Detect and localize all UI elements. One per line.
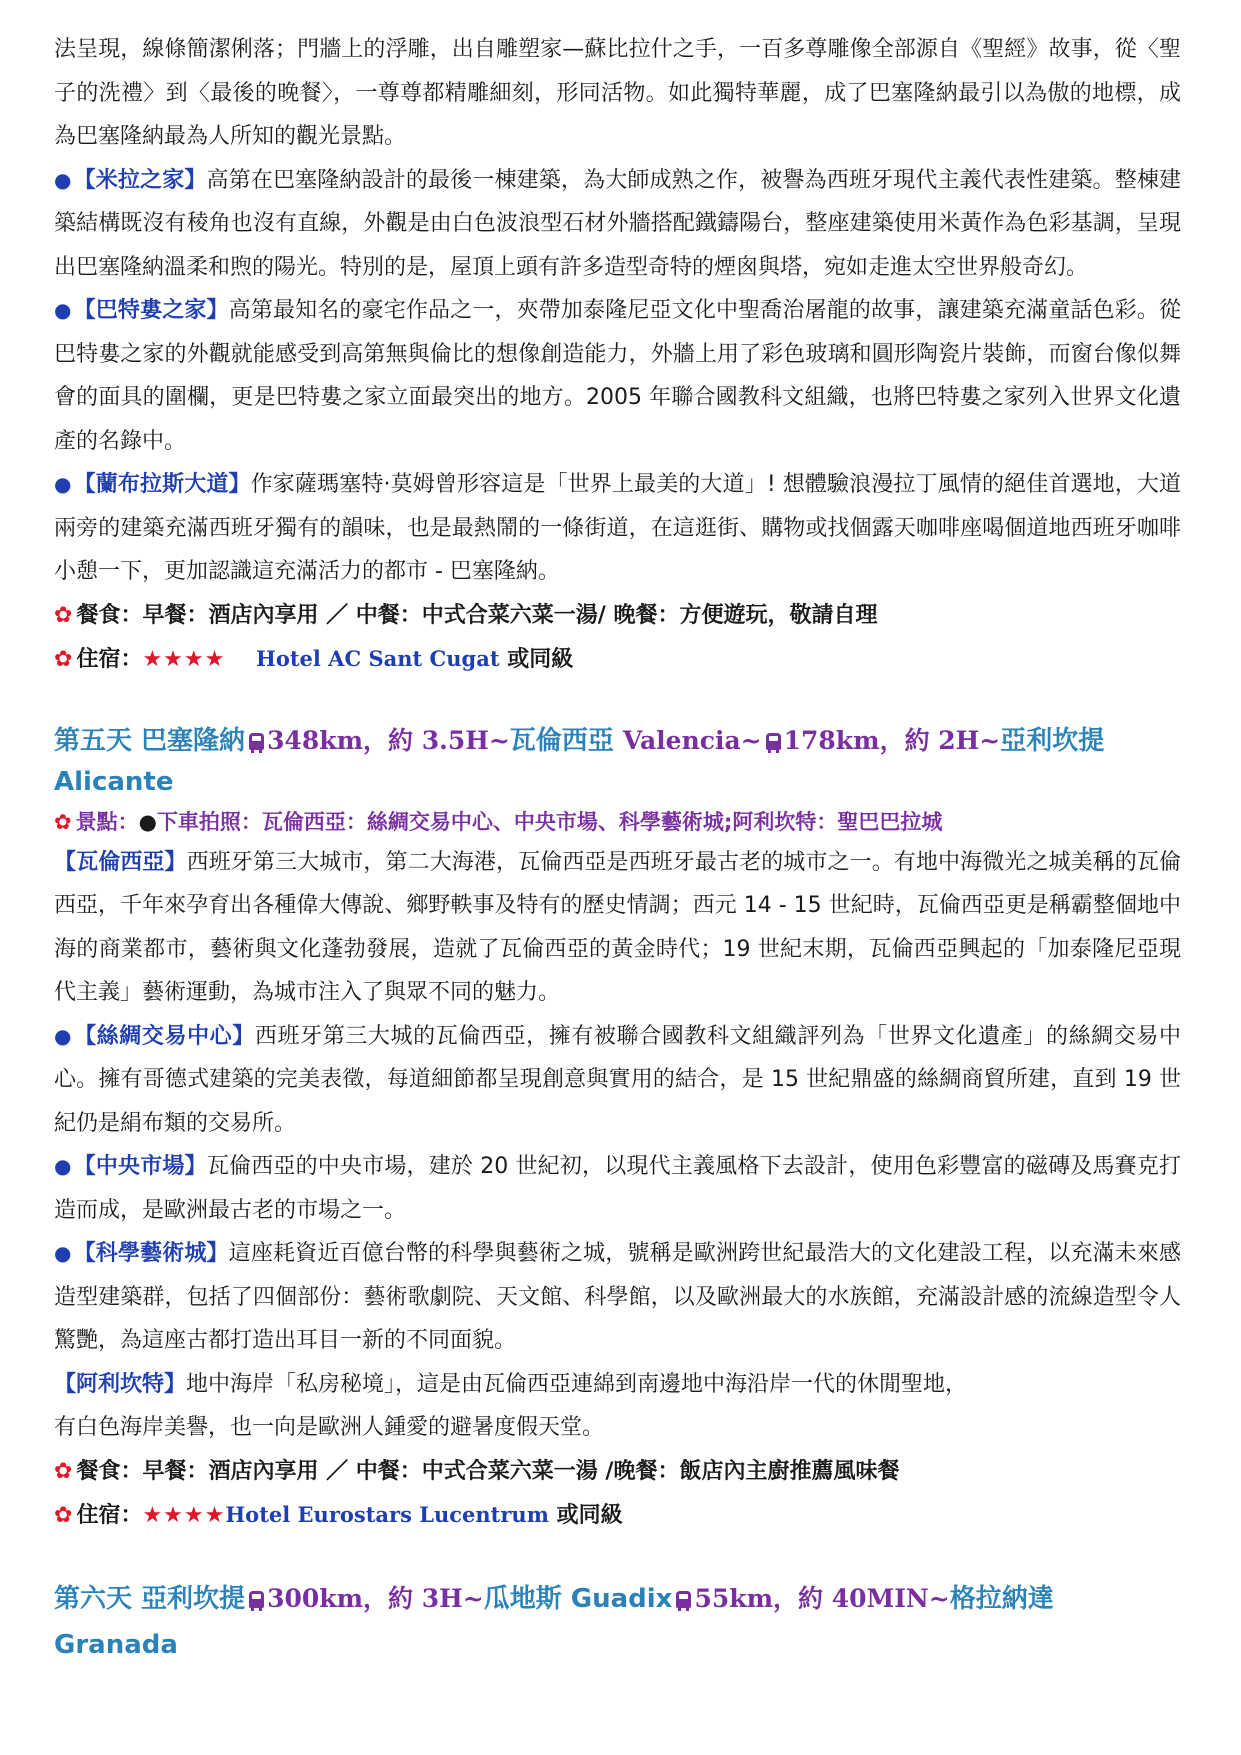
attraction-ramblas	[54, 463, 1181, 594]
attraction-arts-sciences	[54, 1232, 1181, 1363]
day5-title: 第五天 巴塞隆納	[54, 725, 246, 756]
attraction-text: 作家薩瑪塞特·莫姆曾形容這是「世界上最美的大道」! 想體驗浪漫拉丁風情的絕佳首選地，大道兩旁的建築充滿西班牙獨有的韻味，也是最熱鬧的一條街道，在這逛街、購物或找個露天咖啡座喝個道地西班牙咖啡小憩一下，更加認識這充滿活力的都市 - 巴塞隆納。	[54, 472, 1181, 584]
section-gap	[54, 682, 1181, 720]
day6-title: 第六天 亞利坎提	[54, 1583, 246, 1614]
attraction-text: 瓦倫西亞的中央市場，建於 20 世紀初，以現代主義風格下去設計，使用色彩豐富的磁磚及馬賽克打造而成，是歐洲最古老的市場之一。	[54, 1154, 1182, 1223]
day6-city2-en: Guadix	[570, 1583, 673, 1614]
bus-icon	[676, 1591, 691, 1608]
day5-sights	[54, 803, 1181, 841]
intro-paragraph: 法呈現，線條簡潔俐落；門牆上的浮雕，出自雕塑家—蘇比拉什之手，一百多尊雕像全部源自《聖經》故事，從〈聖子的洗禮〉到〈最後的晚餐〉，一尊尊都精雕細刻，形同活物。如此獨特華麗，成了巴塞隆納最引以為傲的地標，成為巴塞隆納最為人所知的觀光景點。	[54, 37, 1181, 149]
day6-leg2: 55km，約 40MIN~	[694, 1583, 950, 1613]
bullet-dot: ●	[54, 1023, 73, 1048]
attraction-name: 【瓦倫西亞】	[54, 849, 187, 875]
bullet-dot: ●	[54, 472, 72, 496]
star-rating: ★★★★	[142, 647, 226, 672]
day5-city2: 瓦倫西亞	[509, 725, 623, 756]
day4-hotel	[54, 637, 1181, 682]
bus-icon	[249, 733, 264, 750]
day5-meals	[54, 1450, 1181, 1494]
day6-heading	[54, 1576, 1181, 1668]
day5-leg2: 178km，約 2H~	[783, 725, 1001, 755]
alicante-line1: 地中海岸「私房秘境」，這是由瓦倫西亞連綿到南邊地中海沿岸一代的休閒聖地，	[186, 1371, 968, 1397]
meals-text: 早餐：酒店內享用 ／ 中餐：中式合菜六菜一湯 /晚餐：飯店內主廚推薦風味餐	[142, 1458, 900, 1484]
bullet-dot: ●	[54, 167, 72, 192]
day6-city2: 瓜地斯	[483, 1583, 571, 1614]
day6-city3: 格拉納達	[949, 1583, 1054, 1614]
attraction-central-market	[54, 1145, 1181, 1232]
hotel-label: 住宿：	[76, 1503, 143, 1528]
flower-icon: ✿	[54, 602, 73, 628]
hotel-name: Hotel AC Sant Cugat	[255, 646, 500, 671]
flower-icon: ✿	[54, 809, 72, 834]
star-rating: ★★★★	[142, 1503, 226, 1528]
hotel-name: Hotel Eurostars Lucentrum	[225, 1502, 549, 1527]
day5-leg1: 348km，約 3.5H~	[267, 725, 510, 755]
bus-icon	[249, 1591, 264, 1608]
hotel-label: 住宿：	[76, 647, 143, 672]
day5-city3-en: Alicante	[54, 766, 174, 797]
meals-label: 餐食：	[76, 1458, 143, 1484]
meals-label: 餐食：	[76, 602, 143, 628]
hotel-suffix: 或同級	[499, 647, 574, 672]
attraction-text: 西班牙第三大城的瓦倫西亞，擁有被聯合國教科文組織評列為「世界文化遺產」的絲綢交易中心。擁有哥德式建築的完美表徵，每道細節都呈現創意與實用的結合，是 15 世紀鼎盛的絲綢商貿所建，直到 19 世紀仍是絹布類的交易所。	[54, 1023, 1181, 1136]
attraction-name: 【絲綢交易中心】	[74, 1023, 255, 1049]
attraction-text: 高第在巴塞隆納設計的最後一棟建築，為大師成熟之作，被譽為西班牙現代主義代表性建築。整棟建築結構既沒有稜角也沒有直線，外觀是由白色波浪型石材外牆搭配鐵鑄陽台，整座建築使用米黃作為色彩基調，呈現出巴塞隆納溫柔和煦的陽光。特別的是，屋頂上頭有許多造型奇特的煙囪與塔，宛如走進太空世界般奇幻。	[54, 167, 1181, 280]
sights-dot: ●	[138, 809, 157, 834]
alicante-line2: 有白色海岸美譽，也一向是歐洲人鍾愛的避暑度假天堂。	[54, 1415, 605, 1440]
bullet-dot: ●	[54, 1154, 72, 1178]
attraction-text: 高第最知名的豪宅作品之一，夾帶加泰隆尼亞文化中聖喬治屠龍的故事，讓建築充滿童話色彩。從巴特婁之家的外觀就能感受到高第無與倫比的想像創造能力，外牆上用了彩色玻璃和圓形陶瓷片裝飾，而窗台像似舞會的面具的圍欄，更是巴特婁之家立面最突出的地方。2005 年聯合國教科文組織，也將巴特婁之家列入世界文化遺產的名錄中。	[54, 298, 1181, 454]
flower-icon: ✿	[54, 1503, 73, 1528]
sights-label: 景點：	[75, 809, 139, 834]
attraction-name: 【米拉之家】	[73, 167, 207, 193]
attraction-name: 【中央市場】	[73, 1154, 207, 1179]
day5-city3: 亞利坎提	[1000, 725, 1105, 756]
flower-icon: ✿	[54, 647, 73, 672]
day6-city3-en: Granada	[54, 1629, 178, 1660]
day5-city2-en: Valencia~	[622, 725, 762, 755]
attraction-name: 【蘭布拉斯大道】	[73, 472, 251, 497]
day5-heading	[54, 720, 1181, 803]
bus-icon	[766, 733, 781, 750]
hotel-suffix: 或同級	[548, 1503, 623, 1528]
sights-text: 下車拍照：瓦倫西亞：絲綢交易中心、中央市場、科學藝術城;阿利坎特：聖巴巴拉城	[156, 809, 943, 834]
day4-meals	[54, 594, 1181, 638]
bullet-dot: ●	[54, 298, 72, 322]
flower-icon: ✿	[54, 1458, 73, 1484]
section-gap	[54, 1538, 1181, 1576]
alicante-intro	[54, 1363, 1181, 1450]
attraction-name: 【科學藝術城】	[73, 1241, 229, 1266]
attraction-mila	[54, 159, 1181, 290]
attraction-name: 【巴特婁之家】	[73, 298, 229, 323]
attraction-text: 這座耗資近百億台幣的科學與藝術之城，號稱是歐洲跨世紀最浩大的文化建設工程，以充滿未來感造型建築群，包括了四個部份：藝術歌劇院、天文館、科學館，以及歐洲最大的水族館，充滿設計感的流線造型令人驚艷，為這座古都打造出耳目一新的不同面貌。	[54, 1241, 1181, 1353]
day6-leg1: 300km，約 3H~	[267, 1583, 484, 1613]
valencia-intro	[54, 841, 1181, 1015]
bullet-dot: ●	[54, 1241, 72, 1265]
meals-text: 早餐：酒店內享用 ／ 中餐：中式合菜六菜一湯/ 晚餐：方便遊玩，敬請自理	[142, 602, 878, 628]
attraction-text: 西班牙第三大城市，第二大海港，瓦倫西亞是西班牙最古老的城市之一。有地中海微光之城美稱的瓦倫西亞，千年來孕育出各種偉大傳說、鄉野軼事及特有的歷史情調；西元 14 - 15 世紀時，瓦倫西亞更是稱霸整個地中海的商業都市，藝術與文化蓬勃發展，造就了瓦倫西亞的黃金時代；19 世紀末期，瓦倫西亞興起的「加泰隆尼亞現代主義」藝術運動，為城市注入了與眾不同的魅力。	[54, 849, 1181, 1005]
attraction-name: 【阿利坎特】	[54, 1371, 187, 1397]
attraction-batllo	[54, 289, 1181, 463]
attraction-silk-exchange	[54, 1015, 1181, 1146]
day5-hotel	[54, 1493, 1181, 1538]
